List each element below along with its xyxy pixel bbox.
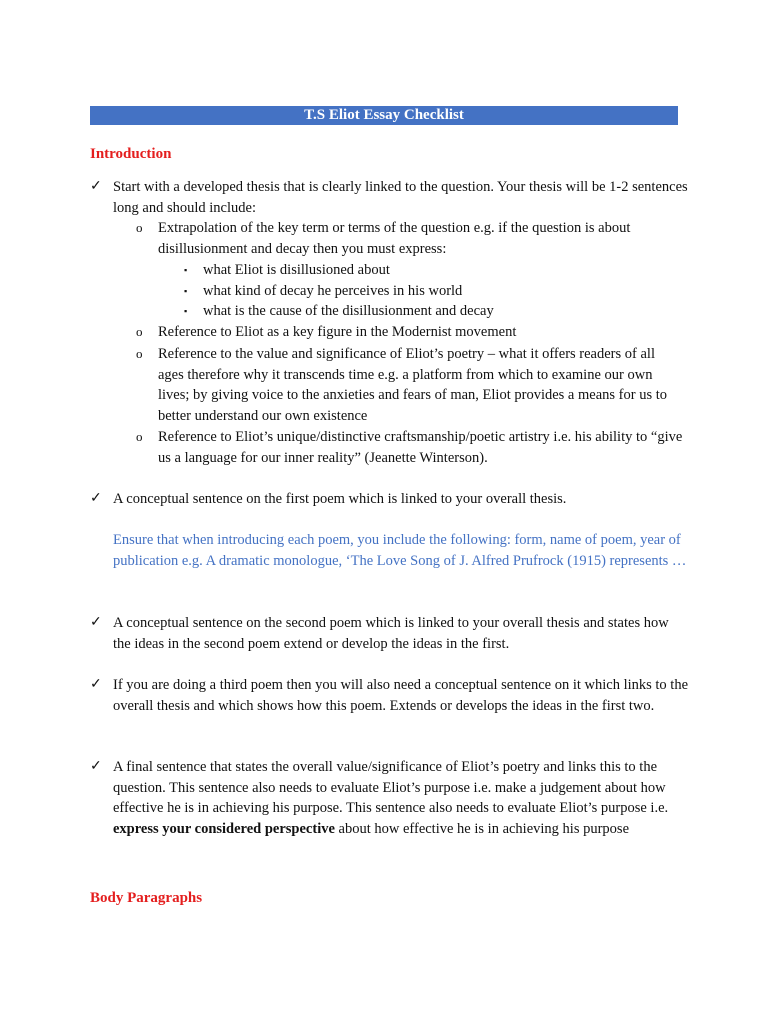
sub-sub-item: what kind of decay he perceives in his world: [203, 283, 463, 299]
checklist-item-thesis: Start with a developed thesis that is clearly linked to the question. Your thesis will be 1-2 sentences long and should include:: [113, 179, 688, 216]
checklist-item-second-poem: A conceptual sentence on the second poem which is linked to your overall thesis and states how the ideas in the second poem extend or develop the ideas in the first.: [113, 615, 669, 652]
sub-item-extrapolation: Extrapolation of the key term or terms of the question e.g. if the question is about disillusionment and decay then you must express:: [158, 220, 631, 257]
bullet-square-icon: ▪: [184, 286, 188, 296]
sub-item-modernist: Reference to Eliot as a key figure in the Modernist movement: [158, 324, 517, 340]
bullet-circle-icon: o: [136, 324, 143, 339]
bullet-circle-icon: o: [136, 220, 143, 235]
document-title: T.S Eliot Essay Checklist: [90, 106, 678, 125]
checkmark-icon: ✓: [90, 759, 102, 774]
sub-item-craftsmanship: Reference to Eliot’s unique/distinctive craftsmanship/poetic artistry i.e. his ability to “give us a language for our inner reality” (Jeanette Winterson).: [158, 429, 683, 466]
checkmark-icon: ✓: [90, 491, 102, 506]
bullet-square-icon: ▪: [184, 265, 188, 275]
final-sentence-text-end: about how effective he is in achieving his purpose: [334, 820, 630, 837]
bullet-circle-icon: o: [136, 346, 143, 361]
checkmark-icon: ✓: [90, 179, 102, 194]
sub-sub-item: what is the cause of the disillusionment and decay: [203, 303, 494, 319]
checklist-item-final-sentence: [113, 757, 688, 839]
checklist-item-first-poem: A conceptual sentence on the first poem which is linked to your overall thesis.: [113, 491, 567, 507]
bullet-circle-icon: o: [136, 429, 143, 444]
final-sentence-emphasis: express your considered perspective: [113, 820, 335, 837]
sub-item-value-significance: Reference to the value and significance of Eliot’s poetry – what it offers readers of all ages therefore why it transcends time e.g. a platform from which to examine our own lives; by giving voice to the anxieties and fears of man, Eliot provides a means for us to better understand our own existence: [158, 346, 667, 424]
introduction-heading: Introduction: [90, 146, 172, 162]
final-sentence-text: A final sentence that states the overall value/significance of Eliot’s poetry and links this to the question. This sentence also needs to evaluate Eliot’s purpose i.e. make a judgement about how effective he is in achieving his purpose. This sentence also needs to evaluate Eliot’s purpose i.e.: [113, 759, 669, 816]
poem-introduction-note: Ensure that when introducing each poem, you include the following: form, name of poem, year of publication e.g. A dramatic monologue, ‘The Love Song of J. Alfred Prufrock (1915) represents …: [113, 532, 687, 569]
body-paragraphs-heading: Body Paragraphs: [90, 890, 203, 906]
bullet-square-icon: ▪: [184, 306, 188, 316]
checklist-item-third-poem: If you are doing a third poem then you will also need a conceptual sentence on it which links to the overall thesis and which shows how this poem. Extends or develops the ideas in the first two.: [113, 677, 689, 714]
checkmark-icon: ✓: [90, 677, 102, 692]
checkmark-icon: ✓: [90, 615, 102, 630]
sub-sub-item: what Eliot is disillusioned about: [203, 262, 390, 278]
